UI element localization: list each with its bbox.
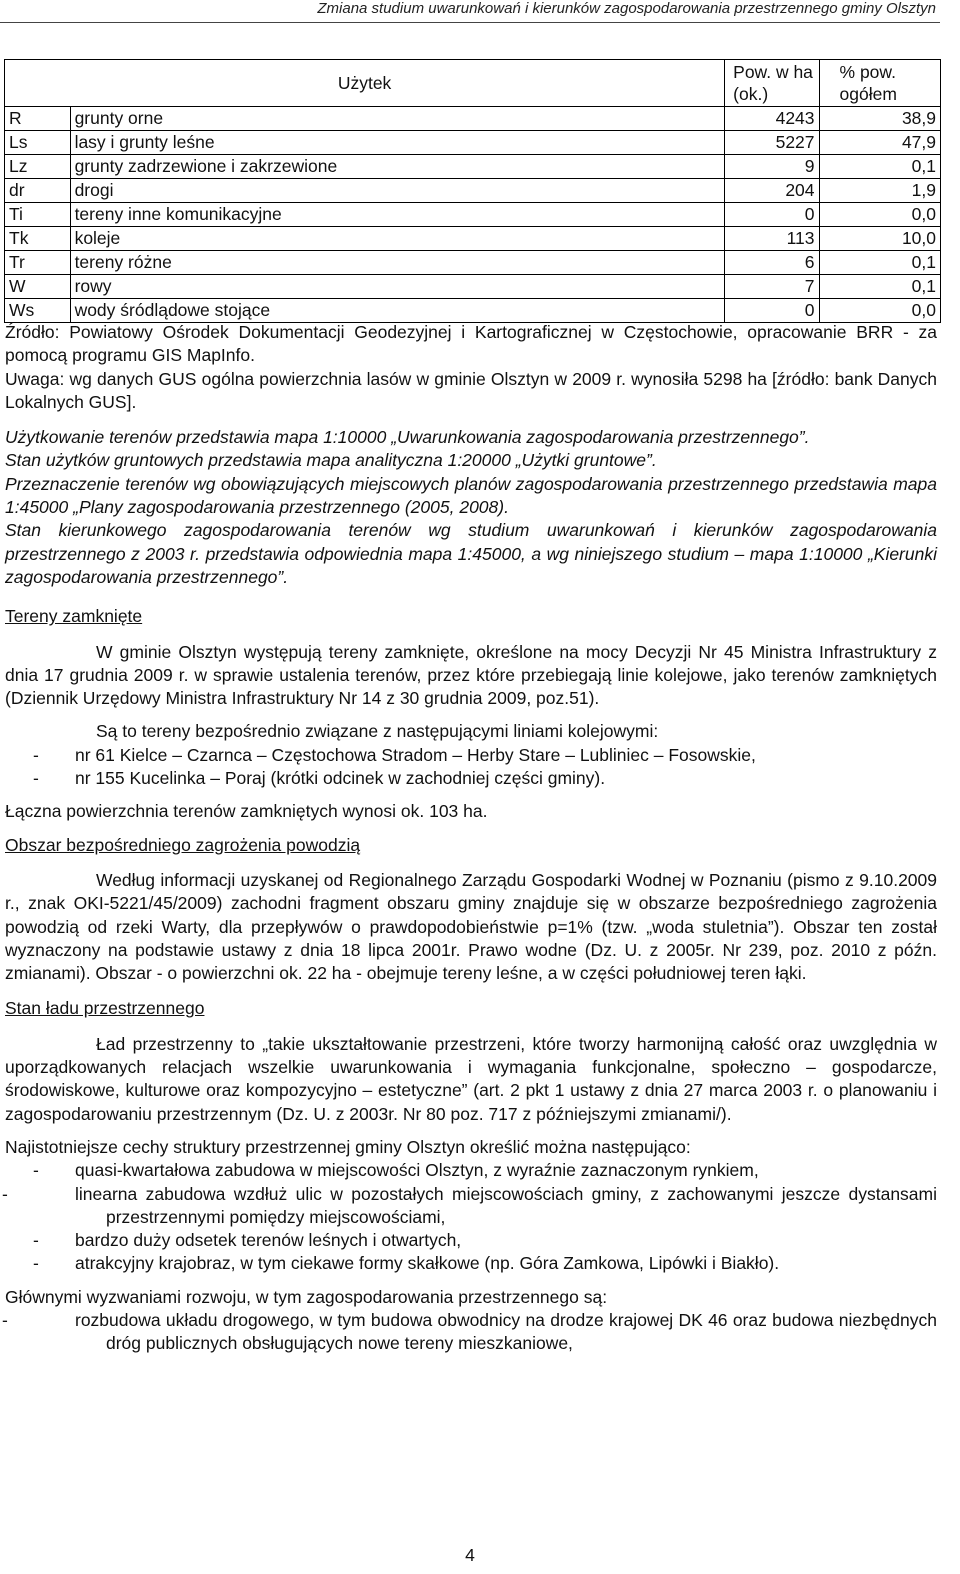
features-intro: Najistotniejsze cechy struktury przestrzennej gminy Olsztyn określić można następująco:	[5, 1136, 691, 1157]
features-list	[2, 1159, 937, 1275]
table-cell-pow: 0	[725, 299, 819, 323]
table-body	[5, 107, 941, 323]
list-item	[5, 744, 937, 767]
table-cell-name: lasy i grunty leśne	[70, 131, 725, 155]
header-rule	[0, 22, 940, 23]
table-cell-pct: 10,0	[819, 227, 940, 251]
table-cell-pow: 4243	[725, 107, 819, 131]
table-row	[5, 203, 941, 227]
table-cell-pow: 204	[725, 179, 819, 203]
table-cell-name: drogi	[70, 179, 725, 203]
list-item-text: bardzo duży odsetek terenów leśnych i otwartych,	[75, 1230, 462, 1251]
table-cell-pow: 9	[725, 155, 819, 179]
table-cell-name: rowy	[70, 275, 725, 299]
list-item-text: linearna zabudowa wzdłuż ulic w pozostałych miejscowościach gminy, z zachowanymi jeszcze dystansami przestrzennymi pomiędzy miejscowościami,	[75, 1183, 937, 1227]
document-body	[2, 321, 937, 1356]
list-dash: -	[33, 1230, 39, 1251]
list-item-text: rozbudowa układu drogowego, w tym budowa obwodnicy na drodze krajowej DK 46 oraz budowa niezbędnych dróg publicznych obsługujących nowe tereny mieszkaniowe,	[75, 1309, 937, 1354]
challenges-list	[2, 1309, 937, 1356]
table-cell-name: tereny różne	[70, 251, 725, 275]
flood-paragraph: Według informacji uzyskanej od Regionalnego Zarządu Gospodarki Wodnej w Poznaniu (pismo z 9.10.2009 r., znak OKI-5221/45/2009) zachodni fragment obszaru gminy znajduje się w obszarze bezpośredniego zagrożenia powodzią od rzeki Warty, dla przepływów o prawdopodobieństwie p=1% (tzw. „woda stuletnia”). Obszar ten został wyznaczony na podstawie ustawy z dnia 18 lipca 2001r. Prawo wodne (Dz. U. z 2005r. Nr 239, poz. 2010 z późn. zmianami). Obszar - o powierzchni ok. 22 ha - obejmuje tereny leśne, a w części południowej teren łąki.	[5, 869, 937, 984]
table-cell-name: tereny inne komunikacyjne	[70, 203, 725, 227]
table-cell-name: grunty zadrzewione i zakrzewione	[70, 155, 725, 179]
list-item-text: quasi-kwartałowa zabudowa w miejscowości Olsztyn, z wyraźnie zaznaczonym rynkiem,	[75, 1160, 759, 1181]
table-cell-code: Lz	[5, 155, 71, 179]
list-dash: -	[33, 1253, 39, 1274]
table-cell-pct: 0,0	[819, 299, 940, 323]
table-cell-name: grunty orne	[70, 107, 725, 131]
table-cell-pow: 7	[725, 275, 819, 299]
list-dash: -	[33, 768, 39, 789]
table-cell-pct: 0,1	[819, 275, 940, 299]
closed-areas-paragraph-1: W gminie Olsztyn występują tereny zamknięte, określone na mocy Decyzji Nr 45 Ministra Infrastruktury z dnia 17 grudnia 2009 r. w sprawie ustalenia terenów, przez które przebiegają linie kolejowe, jako terenów zamkniętych (Dziennik Urzędowy Ministra Infrastruktury Nr 14 z 30 grudnia 2009, poz.51).	[5, 641, 937, 709]
table-cell-pct: 1,9	[819, 179, 940, 203]
list-item	[5, 1229, 937, 1252]
challenges-intro: Głównymi wyzwaniami rozwoju, w tym zagospodarowania przestrzennego są:	[5, 1286, 608, 1307]
table-row	[5, 179, 941, 203]
column-header-area: Pow. w ha (ok.)	[725, 60, 819, 107]
table-cell-pct: 47,9	[819, 131, 940, 155]
list-item	[5, 1252, 937, 1275]
table-cell-pct: 0,1	[819, 251, 940, 275]
table-cell-code: Ls	[5, 131, 71, 155]
running-header: Zmiana studium uwarunkowań i kierunków zagospodarowania przestrzennego gminy Olsztyn	[317, 0, 936, 17]
list-item-text: nr 155 Kucelinka – Poraj (krótki odcinek w zachodniej części gminy).	[75, 768, 606, 789]
table-cell-code: Ws	[5, 299, 71, 323]
italic-paragraph-1: Użytkowanie terenów przedstawia mapa 1:10000 „Uwarunkowania zagospodarowania przestrzennego”.	[5, 427, 810, 448]
source-note: Źródło: Powiatowy Ośrodek Dokumentacji Geodezyjnej i Kartograficznej w Częstochowie, opracowanie BRR - za pomocą programu GIS MapInfo.	[5, 322, 937, 366]
table-cell-code: Tk	[5, 227, 71, 251]
table-cell-pct: 38,9	[819, 107, 940, 131]
list-dash: -	[33, 1160, 39, 1181]
table-cell-code: R	[5, 107, 71, 131]
table-cell-pow: 6	[725, 251, 819, 275]
italic-paragraph-3: Przeznaczenie terenów wg obowiązujących miejscowych planów zagospodarowania przestrzennego przedstawia mapa 1:45000 „Plany zagospodarowania przestrzennego (2005, 2008).	[5, 473, 937, 518]
table-cell-code: dr	[5, 179, 71, 203]
list-item	[5, 767, 937, 790]
list-item-text: atrakcyjny krajobraz, w tym ciekawe formy skałkowe (np. Góra Zamkowa, Lipówki i Biakło).	[75, 1253, 780, 1274]
table-row	[5, 299, 941, 323]
land-use-table	[4, 59, 941, 323]
table-cell-name: wody śródlądowe stojące	[70, 299, 725, 323]
list-item-text: nr 61 Kielce – Czarnca – Częstochowa Stradom – Herby Stare – Lubliniec – Fosowskie,	[75, 744, 756, 765]
closed-areas-paragraph-2: Są to tereny bezpośrednio związane z następującymi liniami kolejowymi:	[96, 721, 659, 742]
closed-areas-total: Łączna powierzchnia terenów zamkniętych wynosi ok. 103 ha.	[5, 801, 488, 822]
list-item	[5, 1159, 937, 1182]
italic-paragraph-2: Stan użytków gruntowych przedstawia mapa analityczna 1:20000 „Użytki gruntowe”.	[5, 450, 657, 471]
list-item: - rozbudowa układu drogowego, w tym budowa obwodnicy na drodze krajowej DK 46 oraz budowa niezbędnych dróg publicznych obsługujących nowe tereny mieszkaniowe,	[2, 1309, 937, 1354]
table-cell-pct: 0,1	[819, 155, 940, 179]
remark-note: Uwaga: wg danych GUS ogólna powierzchnia lasów w gminie Olsztyn w 2009 r. wynosiła 5298 ha [źródło: bank Danych Lokalnych GUS].	[5, 368, 937, 412]
table-cell-code: W	[5, 275, 71, 299]
spatial-order-paragraph: Ład przestrzenny to „takie ukształtowanie przestrzeni, które tworzy harmonijną całość oraz uwzględnia w uporządkowanych relacjach wszelkie uwarunkowania i wymagania funkcjonalne, społeczno – gospodarcze, środowiskowe, kulturowe oraz kompozycyjno – estetyczne” (art. 2 pkt 1 ustawy z dnia 27 marca 2003 r. o planowaniu i zagospodarowaniu przestrzennym (Dz. U. z 2003r. Nr 80 poz. 717 z późniejszymi zmianami/).	[5, 1033, 937, 1124]
section-title-flood: Obszar bezpośredniego zagrożenia powodzią	[5, 834, 361, 855]
table-row	[5, 131, 941, 155]
list-dash: -	[33, 744, 39, 765]
section-title-closed-areas: Tereny zamknięte	[5, 606, 143, 627]
page-number: 4	[465, 1545, 475, 1565]
table-header-row	[5, 60, 941, 107]
table-cell-pow: 5227	[725, 131, 819, 155]
table-row	[5, 251, 941, 275]
section-title-spatial-order: Stan ładu przestrzennego	[5, 998, 205, 1019]
table-cell-pow: 113	[725, 227, 819, 251]
table-cell-code: Tr	[5, 251, 71, 275]
column-header-uzytek: Użytek	[5, 60, 725, 107]
railway-lines-list	[5, 744, 937, 791]
italic-paragraph-4: Stan kierunkowego zagospodarowania terenów wg studium uwarunkowań i kierunków zagospodarowania przestrzennego z 2003 r. przedstawia odpowiednia mapa 1:45000, a wg niniejszego studium – mapa 1:10000 „Kierunki zagospodarowania przestrzennego”.	[5, 520, 937, 587]
table-row	[5, 155, 941, 179]
table-row	[5, 275, 941, 299]
table-row	[5, 107, 941, 131]
table-cell-pct: 0,0	[819, 203, 940, 227]
table-row	[5, 227, 941, 251]
table-cell-pow: 0	[725, 203, 819, 227]
list-item: - linearna zabudowa wzdłuż ulic w pozostałych miejscowościach gminy, z zachowanymi jeszcze dystansami przestrzennymi pomiędzy miejscowościami,	[2, 1183, 937, 1227]
table-cell-code: Ti	[5, 203, 71, 227]
column-header-percent: % pow. ogółem	[819, 60, 940, 107]
table-cell-name: koleje	[70, 227, 725, 251]
